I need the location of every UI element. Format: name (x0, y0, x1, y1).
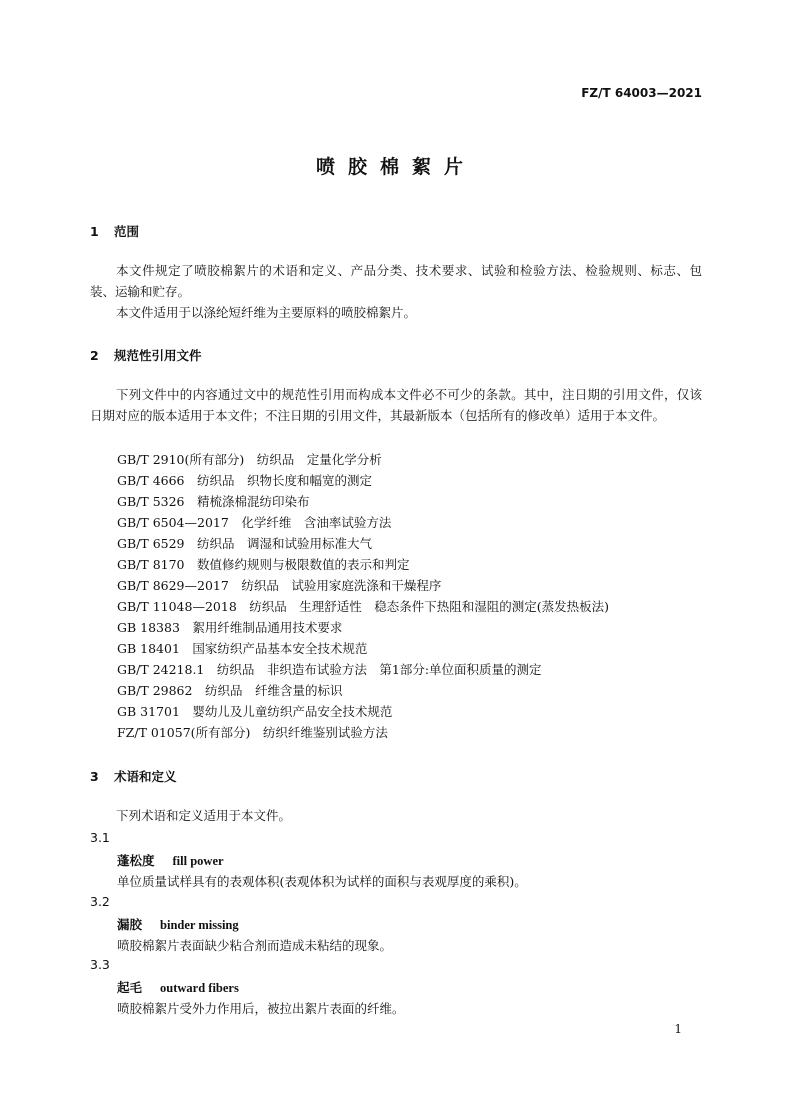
standard-code: FZ/T 64003—2021 (581, 86, 702, 100)
term-number: 3.2 (90, 894, 110, 909)
reference-item: GB/T 6504—2017 化学纤维 含油率试验方法 (117, 515, 392, 530)
term-definition: 喷胶棉絮片受外力作用后，被拉出絮片表面的纤维。 (117, 1001, 405, 1016)
reference-item: GB 18383 絮用纤维制品通用技术要求 (117, 620, 343, 635)
term-heading (117, 978, 239, 996)
references-intro: 下列文件中的内容通过文中的规范性引用而构成本文件必不可少的条款。其中，注日期的引用文件，仅该日期对应的版本适用于本文件；不注日期的引用文件，其最新版本（包括所有的修改单）适用于本文件。 (90, 387, 702, 423)
section-title: 范围 (114, 224, 140, 239)
section-title: 规范性引用文件 (114, 348, 202, 363)
reference-item: GB/T 24218.1 纺织品 非织造布试验方法 第1部分:单位面积质量的测定 (117, 662, 542, 677)
section-number: 3 (90, 769, 99, 784)
terms-intro: 下列术语和定义适用于本文件。 (116, 808, 292, 823)
document-title: 喷胶棉絮片 (315, 156, 476, 178)
term-heading (117, 915, 239, 933)
term-en: fill power (172, 854, 224, 868)
reference-item: GB/T 4666 纺织品 织物长度和幅宽的测定 (117, 473, 373, 488)
term-definition: 喷胶棉絮片表面缺少粘合剂而造成未粘结的现象。 (117, 938, 393, 953)
term-number: 3.3 (90, 957, 110, 972)
term-zh: 起毛 (117, 980, 143, 995)
term-heading (117, 851, 224, 869)
reference-item: GB/T 8629—2017 纺织品 试验用家庭洗涤和干燥程序 (117, 578, 442, 593)
reference-list (117, 449, 717, 743)
reference-item: GB/T 8170 数值修约规则与极限数值的表示和判定 (117, 557, 410, 572)
section-heading-references (90, 346, 202, 364)
reference-item: GB/T 6529 纺织品 调湿和试验用标准大气 (117, 536, 373, 551)
term-en: outward fibers (160, 981, 239, 995)
term-zh: 蓬松度 (117, 853, 155, 868)
section-number: 1 (90, 224, 99, 239)
scope-paragraph-1: 本文件规定了喷胶棉絮片的术语和定义、产品分类、技术要求、试验和检验方法、检验规则、标志、包装、运输和贮存。 (90, 263, 702, 299)
page-number: 1 (674, 1022, 682, 1036)
section-heading-scope (90, 222, 139, 240)
reference-item: GB/T 11048—2018 纺织品 生理舒适性 稳态条件下热阻和湿阻的测定(蒸发热板法) (117, 599, 610, 614)
term-number: 3.1 (90, 830, 110, 845)
reference-item: GB/T 29862 纺织品 纤维含量的标识 (117, 683, 343, 698)
reference-item: GB 18401 国家纺织产品基本安全技术规范 (117, 641, 368, 656)
reference-item: GB 31701 婴幼儿及儿童纺织产品安全技术规范 (117, 704, 393, 719)
section-title: 术语和定义 (114, 769, 177, 784)
term-zh: 漏胶 (117, 917, 143, 932)
section-number: 2 (90, 348, 99, 363)
reference-item: FZ/T 01057(所有部分) 纺织纤维鉴别试验方法 (117, 725, 388, 740)
section-heading-terms (90, 767, 177, 785)
scope-paragraph-2: 本文件适用于以涤纶短纤维为主要原料的喷胶棉絮片。 (116, 305, 417, 320)
term-en: binder missing (160, 918, 239, 932)
reference-item: GB/T 2910(所有部分) 纺织品 定量化学分析 (117, 452, 382, 467)
term-definition: 单位质量试样具有的表观体积(表观体积为试样的面积与表观厚度的乘积)。 (117, 874, 527, 889)
reference-item: GB/T 5326 精梳涤棉混纺印染布 (117, 494, 310, 509)
